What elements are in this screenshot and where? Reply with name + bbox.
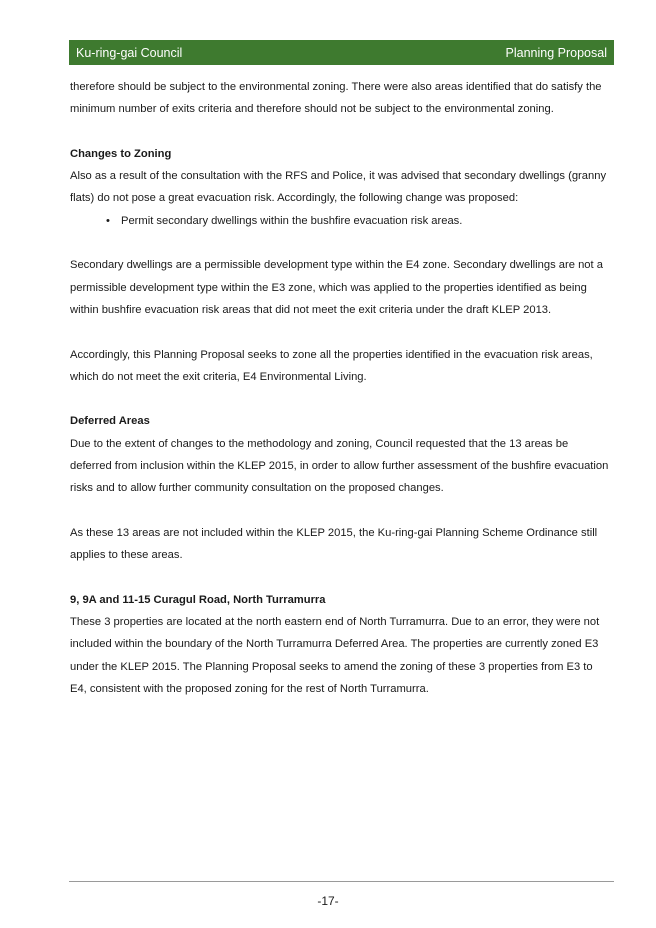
header-document-title: Planning Proposal (505, 45, 607, 60)
paragraph-spacer (70, 567, 610, 589)
bullet-icon: • (106, 214, 110, 227)
paragraph-spacer (70, 388, 610, 410)
deferred-paragraph-1: Due to the extent of changes to the methodology and zoning, Council requested that the 13 areas be deferred from inclusion within the KLEP 2015, in order to allow further assessment of the bushfire evacuation risks and to allow further community consultation on the proposed changes. (70, 437, 609, 495)
section-heading-deferred-areas: Deferred Areas (70, 415, 150, 428)
changes-paragraph-3: Accordingly, this Planning Proposal seeks to zone all the properties identified in the evacuation risk areas, which do not meet the exit criteria, E4 Environmental Living. (70, 348, 593, 383)
bullet-text: Permit secondary dwellings within the bushfire evacuation risk areas. (121, 214, 463, 227)
page-header (69, 40, 614, 65)
page-number: -17- (317, 894, 339, 908)
list-item (70, 210, 610, 232)
paragraph-spacer (70, 121, 610, 143)
header-organization: Ku-ring-gai Council (76, 45, 183, 60)
paragraph-spacer (70, 321, 610, 343)
changes-bullet-list (70, 210, 610, 232)
footer-divider (69, 881, 614, 882)
deferred-paragraph-2: As these 13 areas are not included within the KLEP 2015, the Ku-ring-gai Planning Scheme Ordinance still applies to these areas. (70, 526, 598, 562)
document-body (70, 76, 610, 700)
changes-paragraph-2: Secondary dwellings are a permissible development type within the E4 zone. Secondary dwellings are not a permissible development type within the E3 zone, which was applied to the properties identified as being within bushfire evacuation risk areas that did not meet the exit criteria under the draft KLEP 2013. (70, 259, 603, 316)
curagul-paragraph-1: These 3 properties are located at the north eastern end of North Turramurra. Due to an error, they were not included within the boundary of the North Turramurra Deferred Area. The properties are currently zoned E3 under the KLEP 2015. The Planning Proposal seeks to amend the zoning of these 3 properties from E3 to E4, consistent with the proposed zoning for the rest of North Turramurra. (70, 616, 600, 696)
section-heading-curagul-road: 9, 9A and 11-15 Curagul Road, North Turramurra (70, 593, 326, 606)
paragraph-spacer (70, 232, 610, 254)
paragraph-spacer (70, 500, 610, 522)
changes-paragraph-1: Also as a result of the consultation with the RFS and Police, it was advised that secondary dwellings (granny flats) do not pose a great evacuation risk. Accordingly, the following change was proposed: (70, 170, 607, 205)
intro-paragraph: therefore should be subject to the environmental zoning. There were also areas identified that do satisfy the minimum number of exits criteria and therefore should not be subject to the environmental zoning. (70, 81, 602, 116)
section-heading-changes-to-zoning: Changes to Zoning (70, 147, 172, 160)
